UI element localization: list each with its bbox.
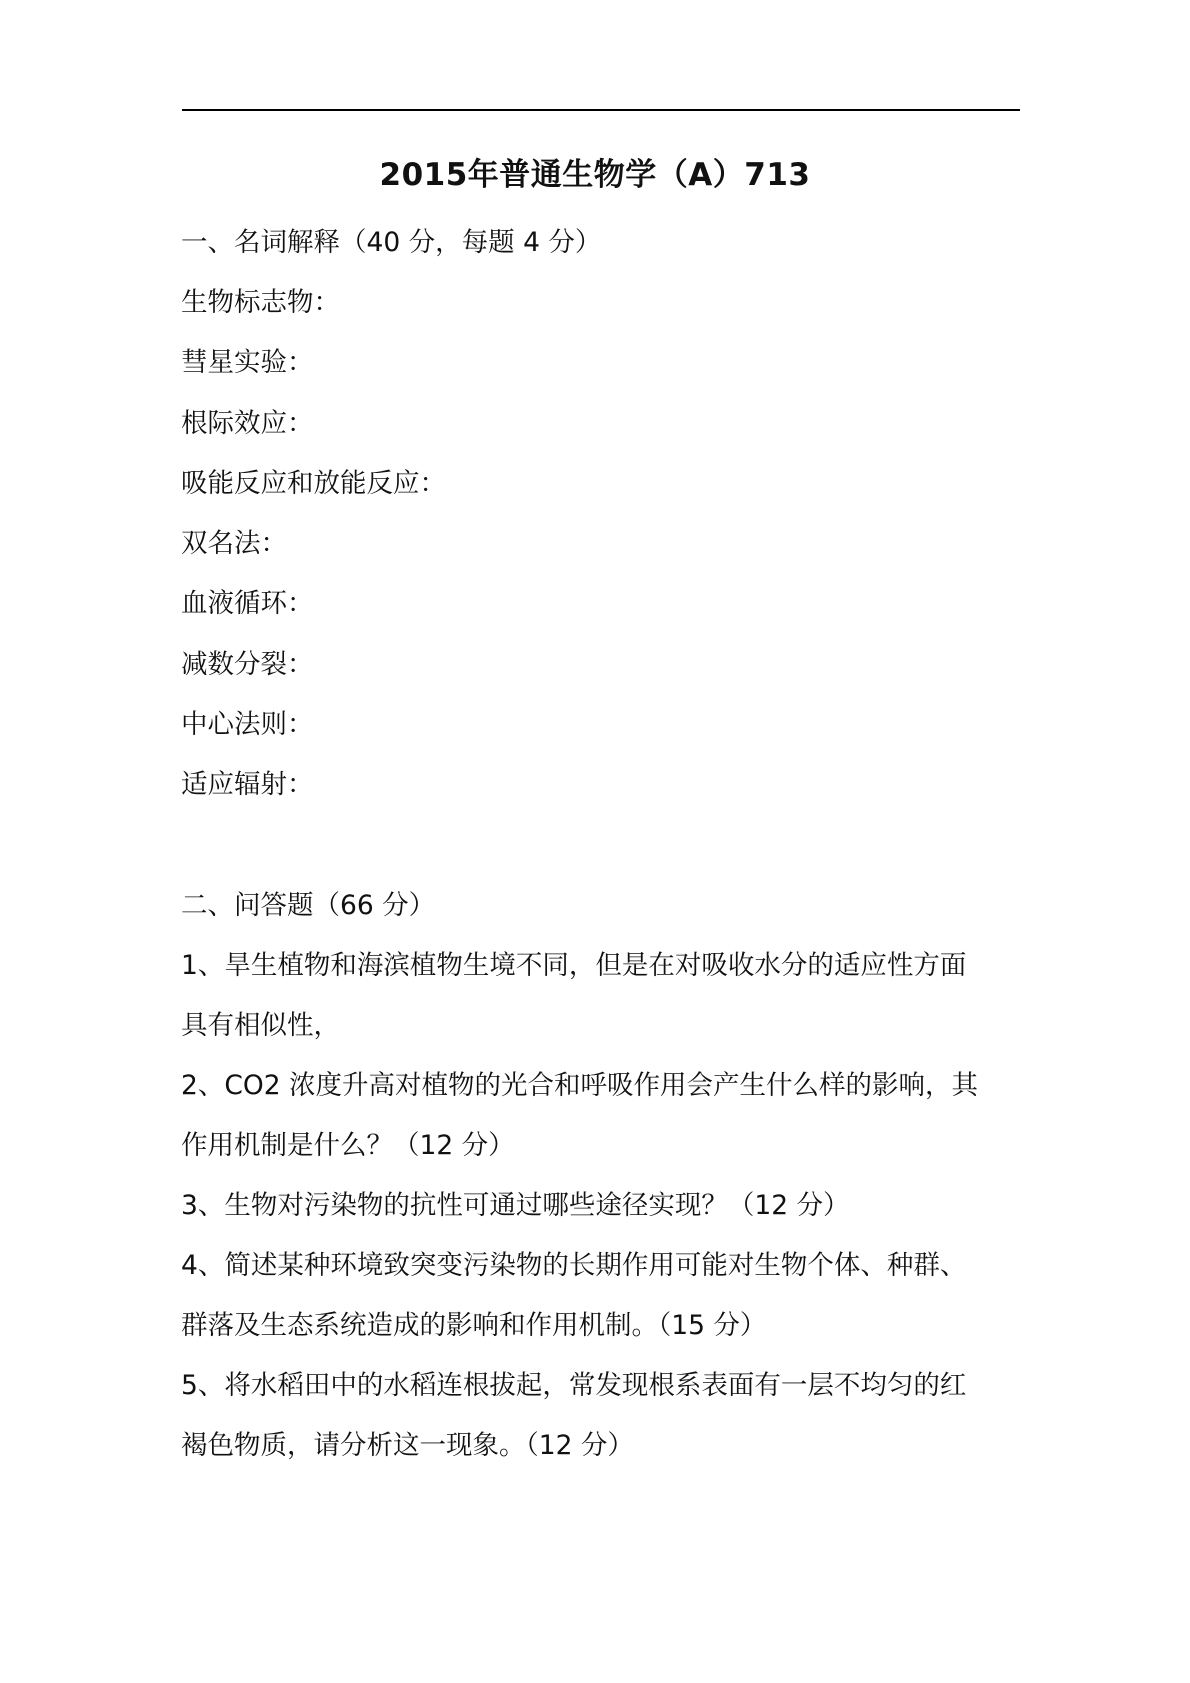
- section-spacer: [181, 816, 1026, 876]
- term-item: 双名法：: [181, 528, 287, 560]
- exam-content: [181, 213, 1026, 1476]
- term-item: 适应辐射：: [181, 769, 314, 801]
- question-line: 3、生物对污染物的抗性可通过哪些途径实现？（12 分）: [181, 1189, 850, 1221]
- question-line: 5、将水稻田中的水稻连根拔起，常发现根系表面有一层不均匀的红: [181, 1369, 967, 1401]
- question-line: 2、CO2 浓度升高对植物的光合和呼吸作用会产生什么样的影响，其: [181, 1069, 979, 1101]
- term-item: 减数分裂：: [181, 648, 314, 680]
- question-line: 褐色物质，请分析这一现象。（12 分）: [181, 1429, 634, 1461]
- section-heading-questions: 二、问答题（66 分）: [181, 889, 436, 921]
- question-line: 1、旱生植物和海滨植物生境不同，但是在对吸收水分的适应性方面: [181, 949, 967, 981]
- question-line: 作用机制是什么？（12 分）: [181, 1129, 515, 1161]
- term-item: 吸能反应和放能反应：: [181, 467, 446, 499]
- question-line: 群落及生态系统造成的影响和作用机制。（15 分）: [181, 1309, 767, 1341]
- term-item: 彗星实验：: [181, 347, 314, 379]
- term-item: 根际效应：: [181, 407, 314, 439]
- header-rule: [182, 109, 1020, 111]
- question-list: [181, 936, 1026, 1476]
- question-line: 具有相似性，: [181, 1009, 340, 1041]
- term-item: 血液循环：: [181, 588, 314, 620]
- section-heading-definitions: 一、名词解释（40 分，每题 4 分）: [181, 227, 602, 258]
- term-item: 生物标志物：: [181, 287, 340, 318]
- term-item: 中心法则：: [181, 709, 314, 741]
- question-line: 4、简述某种环境致突变污染物的长期作用可能对生物个体、种群、: [181, 1249, 967, 1281]
- page-title: 2015年普通生物学（A）713: [379, 157, 811, 193]
- term-list: [181, 273, 1026, 816]
